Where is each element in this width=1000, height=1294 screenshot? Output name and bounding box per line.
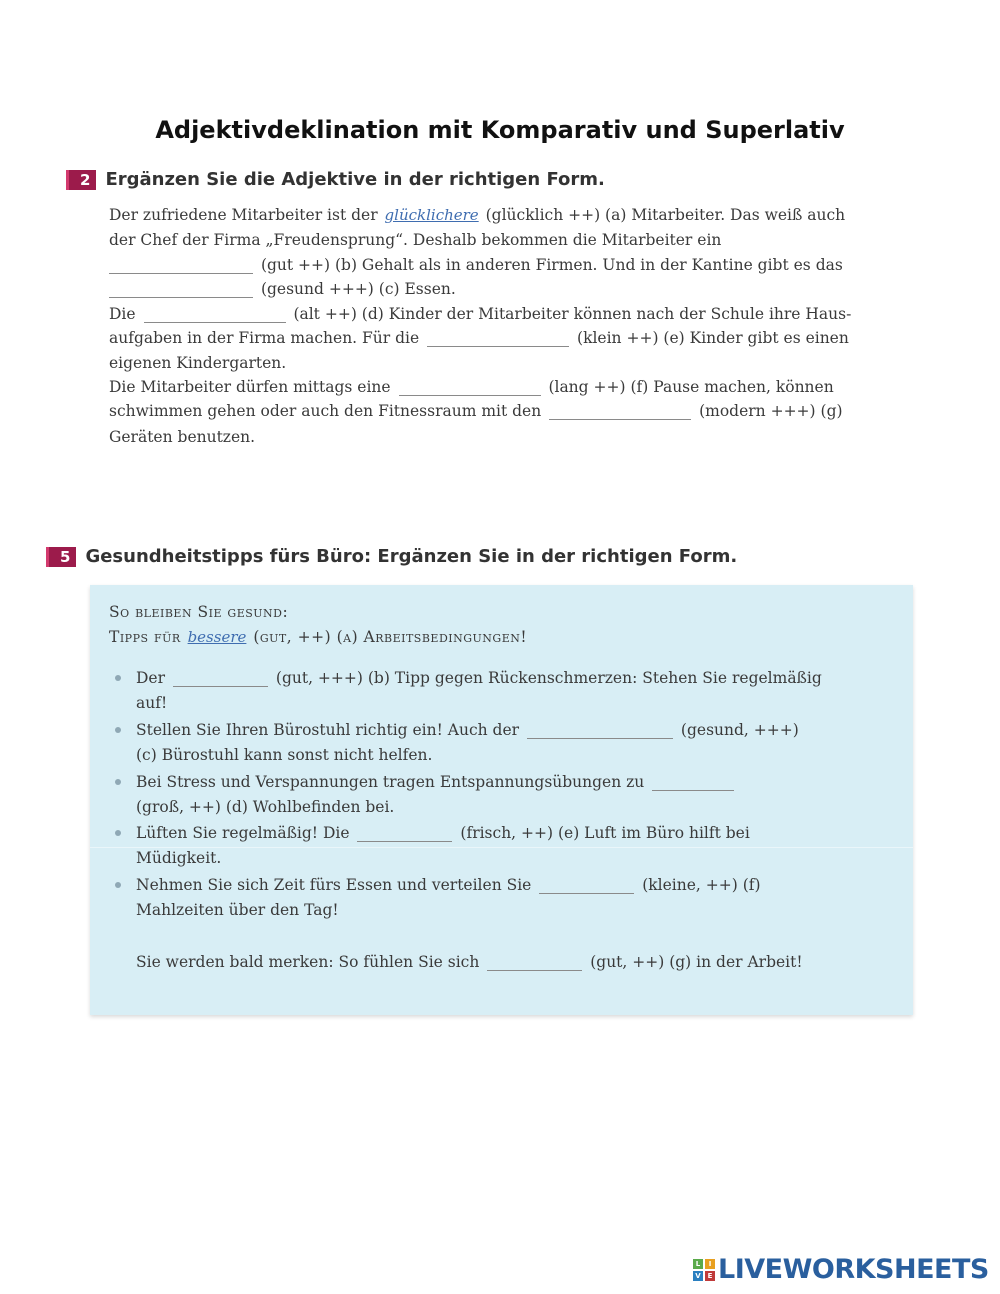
tip-4-line-1: Lüften Sie regelmäßig! Die (frisch, ++) (e) Luft im Büro hilft bei — [136, 824, 750, 842]
exercise-2-number: 2 — [66, 170, 96, 190]
tip-3-line-2: (groß, ++) (d) Wohlbefinden bei. — [136, 798, 395, 816]
page-title: Adjektivdeklination mit Komparativ und Superlativ — [155, 116, 845, 144]
answer-input-d[interactable] — [144, 306, 286, 323]
answer-input-e[interactable] — [427, 330, 569, 347]
exercise-5-number: 5 — [46, 547, 76, 567]
exercise-5-heading — [46, 546, 737, 567]
exercise-5-title: Gesundheitstipps fürs Büro: Ergänzen Sie in der richtigen Form. — [85, 546, 738, 567]
bullet — [115, 779, 121, 785]
box-title: So bleiben Sie gesund: — [109, 603, 289, 621]
closing-line: Sie werden bald merken: So fühlen Sie sich (gut, ++) (g) in der Arbeit! — [136, 953, 803, 971]
logo-mark-icon: L I V E — [693, 1259, 715, 1281]
answer-input-f[interactable] — [399, 379, 541, 396]
answer-input-5f[interactable] — [539, 877, 634, 894]
box-subtitle: Tipps für bessere (gut, ++) (a) Arbeitsbedingungen! — [109, 628, 528, 646]
answer-input-5c[interactable] — [527, 722, 673, 739]
answer-input-5e[interactable] — [357, 825, 452, 842]
ex2-line-9: schwimmen gehen oder auch den Fitnessraum mit den (modern +++) (g) — [109, 402, 843, 420]
exercise-2-heading — [66, 169, 605, 190]
liveworksheets-logo — [693, 1254, 989, 1285]
tip-2-line-1: Stellen Sie Ihren Bürostuhl richtig ein! Auch der (gesund, +++) — [136, 721, 799, 739]
box-divider — [90, 847, 913, 848]
bullet — [115, 675, 121, 681]
tips-box — [90, 585, 913, 1015]
ex2-line-4: (gesund +++) (c) Essen. — [109, 280, 456, 298]
bullet — [115, 830, 121, 836]
example-answer-5a: bessere — [187, 628, 247, 646]
answer-input-5d[interactable] — [652, 774, 734, 791]
ex2-line-8: Die Mitarbeiter dürfen mittags eine (lang ++) (f) Pause machen, können — [109, 378, 834, 396]
ex2-line-7: eigenen Kindergarten. — [109, 354, 287, 372]
tip-4-line-2: Müdigkeit. — [136, 849, 222, 867]
logo-text: LIVEWORKSHEETS — [718, 1254, 989, 1285]
tip-5-line-2: Mahlzeiten über den Tag! — [136, 901, 339, 919]
answer-input-5g[interactable] — [487, 954, 582, 971]
answer-input-c[interactable] — [109, 281, 253, 298]
bullet — [115, 882, 121, 888]
ex2-line-2: der Chef der Firma „Freudensprung“. Deshalb bekommen die Mitarbeiter ein — [109, 231, 722, 249]
ex2-line-3: (gut ++) (b) Gehalt als in anderen Firmen. Und in der Kantine gibt es das — [109, 256, 843, 274]
answer-input-5b[interactable] — [173, 670, 268, 687]
ex2-line-1: Der zufriedene Mitarbeiter ist der glücklichere (glücklich ++) (a) Mitarbeiter. Das weiß auch — [109, 206, 846, 224]
tip-5-line-1: Nehmen Sie sich Zeit fürs Essen und verteilen Sie (kleine, ++) (f) — [136, 876, 761, 894]
answer-input-g[interactable] — [549, 403, 691, 420]
ex2-line-6: aufgaben in der Firma machen. Für die (klein ++) (e) Kinder gibt es einen — [109, 329, 849, 347]
tip-2-line-2: (c) Bürostuhl kann sonst nicht helfen. — [136, 746, 433, 764]
ex2-line-5: Die (alt ++) (d) Kinder der Mitarbeiter können nach der Schule ihre Haus- — [109, 305, 852, 323]
exercise-2-title: Ergänzen Sie die Adjektive in der richtigen Form. — [105, 169, 605, 190]
ex2-line-10: Geräten benutzen. — [109, 428, 256, 446]
tip-1-line-1: Der (gut, +++) (b) Tipp gegen Rückenschmerzen: Stehen Sie regelmäßig — [136, 669, 822, 687]
tip-1-line-2: auf! — [136, 694, 168, 712]
bullet — [115, 727, 121, 733]
example-answer-a: glücklichere — [384, 206, 479, 224]
tip-3-line-1: Bei Stress und Verspannungen tragen Entspannungsübungen zu — [136, 773, 737, 791]
answer-input-b[interactable] — [109, 257, 253, 274]
